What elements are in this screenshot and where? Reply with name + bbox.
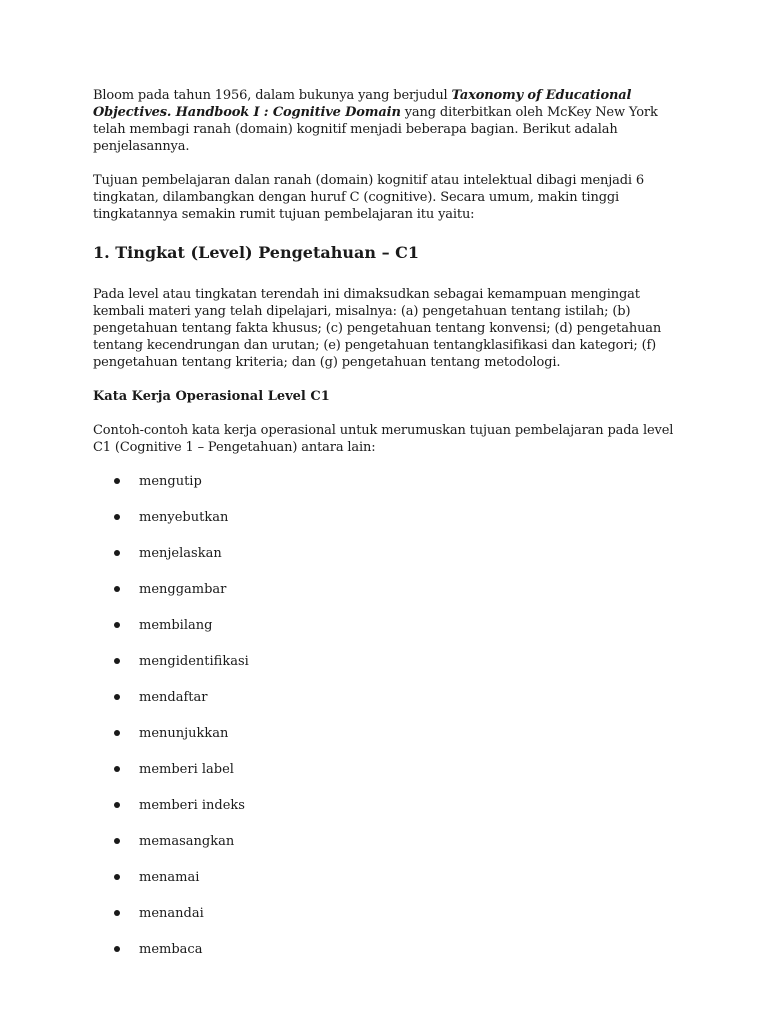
bullet-icon — [114, 622, 120, 628]
bullet-icon — [114, 514, 120, 520]
bullet-icon — [114, 766, 120, 772]
book-title: Taxonomy of Educational Objectives. Handbook I : Cognitive Domain — [93, 88, 632, 120]
list-item-text: membaca — [139, 942, 203, 957]
bullet-icon — [114, 874, 120, 880]
subsection-heading: Kata Kerja Operasional Level C1 — [93, 389, 330, 404]
bullet-icon — [114, 838, 120, 844]
bullet-icon — [114, 910, 120, 916]
bullet-icon — [114, 550, 120, 556]
bullet-icon — [114, 478, 120, 484]
list-item-text: memberi label — [139, 762, 234, 777]
bullet-icon — [114, 802, 120, 808]
list-item — [93, 761, 678, 797]
list-item-text: menandai — [139, 906, 204, 921]
section-heading: 1. Tingkat (Level) Pengetahuan – C1 — [93, 243, 419, 262]
intro-text-before: Bloom pada tahun 1956, dalam bukunya yang berjudul — [93, 88, 452, 103]
list-item — [93, 581, 678, 617]
bullet-icon — [114, 946, 120, 952]
list-item — [93, 833, 678, 869]
document-body — [93, 87, 678, 977]
list-item — [93, 869, 678, 905]
list-item — [93, 509, 678, 545]
list-item-text: menggambar — [139, 582, 227, 597]
intro-text-after: yang diterbitkan oleh McKey New York telah membagi ranah (domain) kognitif menjadi beberapa bagian. Berikut adalah penjelasannya. — [93, 105, 658, 154]
list-item-text: menunjukkan — [139, 726, 229, 741]
bullet-icon — [114, 730, 120, 736]
list-item — [93, 473, 678, 509]
list-item — [93, 545, 678, 581]
bullet-icon — [114, 658, 120, 664]
level-description-paragraph: Pada level atau tingkatan terendah ini dimaksudkan sebagai kemampuan mengingat kembali materi yang telah dipelajari, misalnya: (a) pengetahuan tentang istilah; (b) pengetahuan tentang fakta khusus; (c) pengetahuan tentang konvensi; (d) pengetahuan tentang kecendrungan dan urutan; (e) pengetahuan tentangklasifikasi dan kategori; (f) pengetahuan tentang kriteria; dan (g) pengetahuan tentang metodologi. — [93, 287, 662, 370]
list-item — [93, 905, 678, 941]
list-item — [93, 689, 678, 725]
list-item-text: mengutip — [139, 474, 202, 489]
intro-paragraph — [93, 87, 678, 155]
bullet-icon — [114, 586, 120, 592]
list-item-text: memberi indeks — [139, 798, 245, 813]
verb-list — [93, 473, 678, 977]
examples-intro-paragraph: Contoh-contoh kata kerja operasional untuk merumuskan tujuan pembelajaran pada level C1 (Cognitive 1 – Pengetahuan) antara lain: — [93, 423, 674, 455]
list-item-text: mengidentifikasi — [139, 654, 249, 669]
list-item-text: menyebutkan — [139, 510, 229, 525]
list-item-text: membilang — [139, 618, 213, 633]
list-item — [93, 797, 678, 833]
list-item — [93, 617, 678, 653]
list-item-text: memasangkan — [139, 834, 235, 849]
levels-paragraph: Tujuan pembelajaran dalan ranah (domain) kognitif atau intelektual dibagi menjadi 6 tingkatan, dilambangkan dengan huruf C (cognitive). Secara umum, makin tinggi tingkatannya semakin rumit tujuan pembelajaran itu yaitu: — [93, 173, 645, 222]
list-item — [93, 725, 678, 761]
list-item-text: mendaftar — [139, 690, 208, 705]
list-item-text: menamai — [139, 870, 200, 885]
list-item — [93, 653, 678, 689]
list-item — [93, 941, 678, 977]
bullet-icon — [114, 694, 120, 700]
list-item-text: menjelaskan — [139, 546, 222, 561]
